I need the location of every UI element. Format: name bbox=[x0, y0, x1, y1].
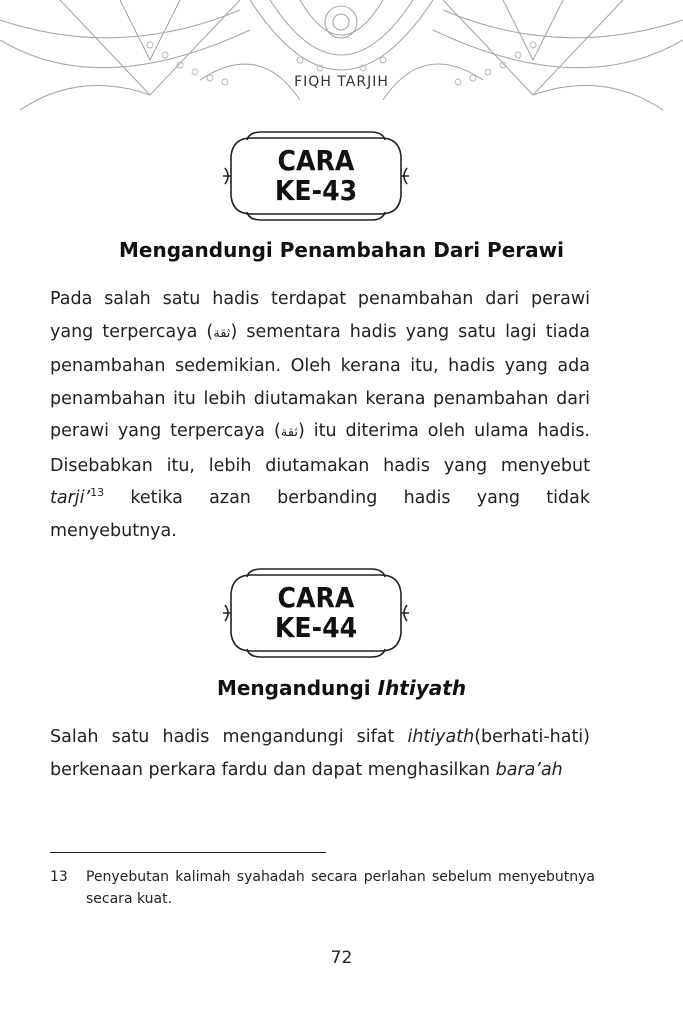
badge-label-cara: CARA bbox=[277, 144, 355, 177]
section-paragraph-44 bbox=[50, 721, 590, 786]
paragraph-text: Pada salah satu hadis terdapat penambahan dari perawi yang terpercaya ( bbox=[50, 289, 590, 342]
badge-label-number: KE-43 bbox=[274, 174, 358, 207]
section-paragraph-43 bbox=[50, 283, 590, 547]
footnote-divider bbox=[50, 852, 326, 853]
footnote-number: 13 bbox=[50, 869, 68, 885]
italic-term: ihtiyath bbox=[407, 727, 475, 747]
badge-label-cara: CARA bbox=[277, 581, 355, 614]
arabic-term: ثقة bbox=[213, 325, 231, 341]
section-badge-43 bbox=[221, 128, 411, 224]
running-title: FIQH TARJIH bbox=[294, 74, 389, 90]
section-badge-44 bbox=[221, 565, 411, 661]
paragraph-text: ) sementara hadis yang satu lagi tiada penambahan sedemikian. Oleh kerana itu, hadis yang ada penambahan itu lebih diutamakan kerana penambahan dari perawi yang terpercaya ( bbox=[50, 321, 591, 441]
section-heading-44 bbox=[0, 676, 683, 700]
italic-term: tarji’ bbox=[50, 488, 91, 508]
arabic-term: ثقة bbox=[280, 425, 298, 440]
paragraph-text: ) itu diterima oleh ulama hadis. Disebabkan itu, lebih diutamakan hadis yang menyebut bbox=[50, 421, 590, 476]
mandala-ornament bbox=[0, 0, 683, 130]
heading-text: Mengandungi bbox=[216, 676, 378, 700]
paragraph-text: (berhati-hati) berkenaan perkara fardu dan dapat menghasilkan bbox=[50, 727, 590, 780]
section-heading-43: Mengandungi Penambahan Dari Perawi bbox=[119, 238, 564, 262]
footnote-text: Penyebutan kalimah syahadah secara perlahan sebelum menyebutnya secara kuat. bbox=[86, 869, 595, 907]
paragraph-text: ketika azan berbanding hadis yang tidak menyebutnya. bbox=[50, 488, 590, 541]
badge-label-number: KE-44 bbox=[274, 611, 358, 644]
footnote-reference[interactable]: 13 bbox=[90, 486, 105, 500]
paragraph-text: Salah satu hadis mengandungi sifat bbox=[50, 727, 408, 747]
heading-italic-term: Ihtiyath bbox=[377, 676, 467, 700]
page-number: 72 bbox=[330, 948, 353, 968]
italic-term: bara’ah bbox=[495, 759, 563, 780]
